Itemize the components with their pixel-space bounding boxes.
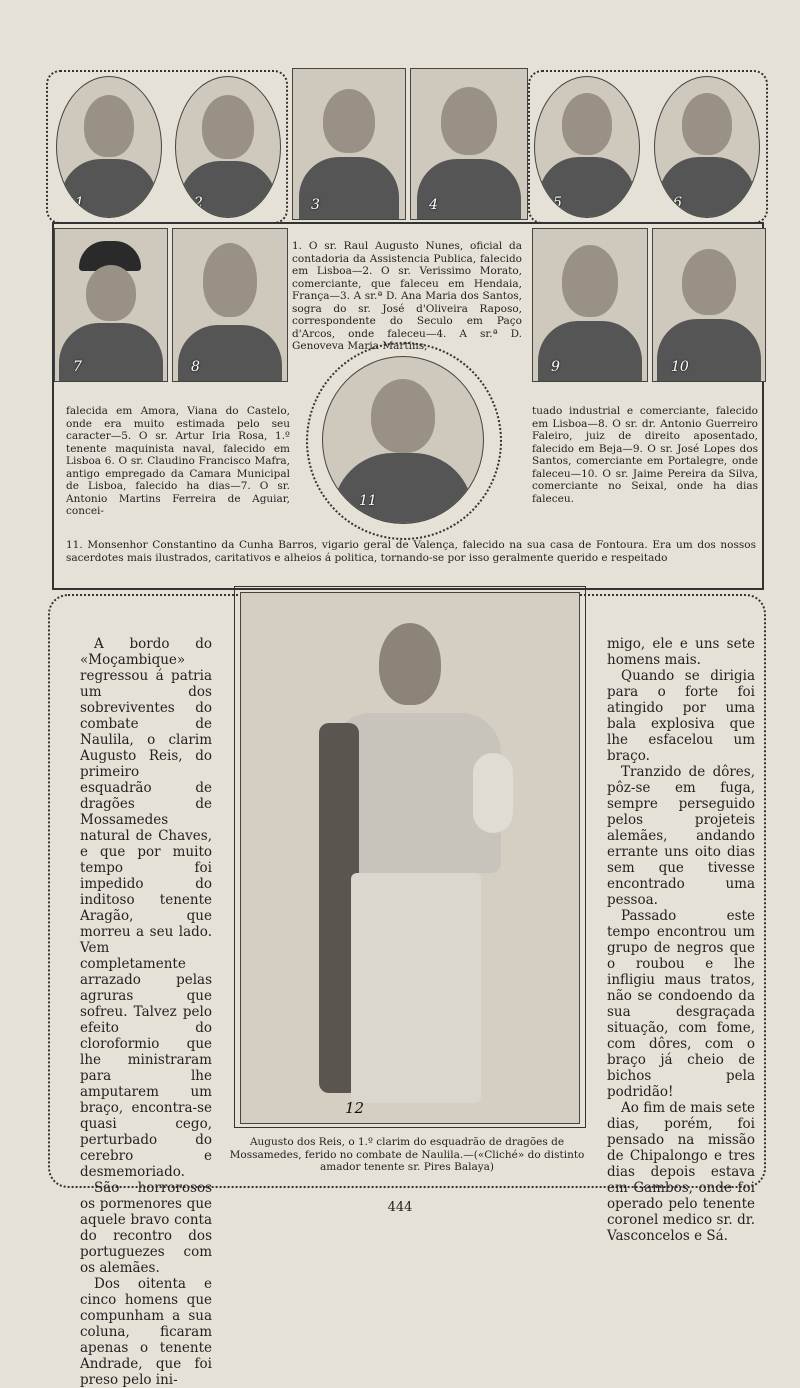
article-right-column xyxy=(607,636,755,1244)
portrait-1: 1 xyxy=(56,76,162,218)
paragraph: Tranzido de dôres, pôz-se em fuga, sempre perseguido pelos projeteis alemães, andando errante uns oito dias sem que tivesse encontrado uma pessoa. xyxy=(607,764,755,908)
portrait-4: 4 xyxy=(410,68,528,220)
paragraph: Ao fim de mais sete dias, porém, foi pensado na missão de Chipalongo e tres dias depois estava em Gambos, onde foi operado pelo tenente coronel medico sr. dr. Vasconcelos e Sá. xyxy=(607,1100,755,1244)
portrait-3: 3 xyxy=(292,68,406,220)
paragraph: migo, ele e uns sete homens mais. xyxy=(607,636,755,668)
portrait-8: 8 xyxy=(172,228,288,382)
paragraph: São horrorosos os pormenores que aquele bravo conta do recontro dos portuguezes com os alemães. xyxy=(80,1180,212,1276)
portrait-10: 10 xyxy=(652,228,766,382)
caption-portraits-7-10: tuado industrial e comerciante, falecido em Lisboa—8. O sr. dr. Antonio Guerreiro Faleiro, juiz de direito aposentado, falecido em Beja—9. O sr. José Lopes dos Santos, comerciante em Portalegre, onde faleceu—10. O sr. Jaime Pereira da Silva, comerciante no Seixal, onde ha dias faleceu. xyxy=(532,405,758,505)
ornament-border-right xyxy=(528,70,768,224)
paragraph: Passado este tempo encontrou um grupo de negros que o roubou e lhe infligiu maus tratos, não se condoendo da sua desgraçada situação, com fome, com dôres, com o braço já cheio de bichos pela podridão! xyxy=(607,908,755,1100)
portrait-7: 7 xyxy=(54,228,168,382)
portrait-9: 9 xyxy=(532,228,648,382)
paragraph: Quando se dirigia para o forte foi atingido por uma bala explosiva que lhe esfacelou um braço. xyxy=(607,668,755,764)
portrait-6: 6 xyxy=(654,76,760,218)
photo-12: 12 xyxy=(240,592,580,1124)
paragraph: Dos oitenta e cinco homens que compunham a sua coluna, ficaram apenas o tenente Andrade, que foi preso pelo ini- xyxy=(80,1276,212,1388)
portrait-5: 5 xyxy=(534,76,640,218)
caption-portraits-1-4: 1. O sr. Raul Augusto Nunes, oficial da contadoria da Assistencia Publica, falecido em Lisboa—2. O sr. Verissimo Morato, comerciante, que faleceu em Hendaia, França—3. A sr.ª D. Ana Maria dos Santos, sogra do sr. José d'Oliveira Raposo, correspondente do Seculo em Paço d'Arcos, onde faleceu—4. A sr.ª D. Genoveva Maria Martins, xyxy=(292,240,522,352)
ornament-border-left xyxy=(46,70,288,224)
portrait-2: 2 xyxy=(175,76,281,218)
caption-portraits-4-7: falecida em Amora, Viana do Castelo, onde era muito estimada pelo seu caracter—5. O sr. Artur Iria Rosa, 1.º tenente maquinista naval, falecido em Lisboa 6. O sr. Claudino Francisco Mafra, antigo empregado da Camara Municipal de Lisboa, falecido ha dias—7. O sr. Antonio Martins Ferreira de Aguiar, concei- xyxy=(66,405,290,517)
page-number: 444 xyxy=(387,1200,413,1215)
portrait-11: 11 xyxy=(322,356,484,524)
paragraph: A bordo do «Moçambique» regressou á patria um dos sobreviventes do combate de Naulila, o clarim Augusto Reis, do primeiro esquadrão de dragões de Mossamedes natural de Chaves, e que por muito tempo foi impedido do inditoso tenente Aragão, que morreu a seu lado. Vem completamente arrazado pelas agruras que sofreu. Talvez pelo efeito do cloroformio que lhe ministraram para lhe amputarem um braço, encontra-se quasi cego, perturbado do cerebro e desmemoriado. xyxy=(80,636,212,1180)
article-left-column xyxy=(80,636,212,1388)
caption-photo-12: Augusto dos Reis, o 1.º clarim do esquadrão de dragões de Mossamedes, ferido no combate de Naulila.—(«Cliché» do distinto amador tenente sr. Pires Balaya) xyxy=(229,1136,585,1173)
caption-portrait-11: 11. Monsenhor Constantino da Cunha Barros, vigario geral de Valença, falecido na sua casa de Fontoura. Era um dos nossos sacerdotes mais ilustrados, caritativos e alheios á politica, tornando-se por isso geralmente querido e respeitado xyxy=(66,539,756,564)
